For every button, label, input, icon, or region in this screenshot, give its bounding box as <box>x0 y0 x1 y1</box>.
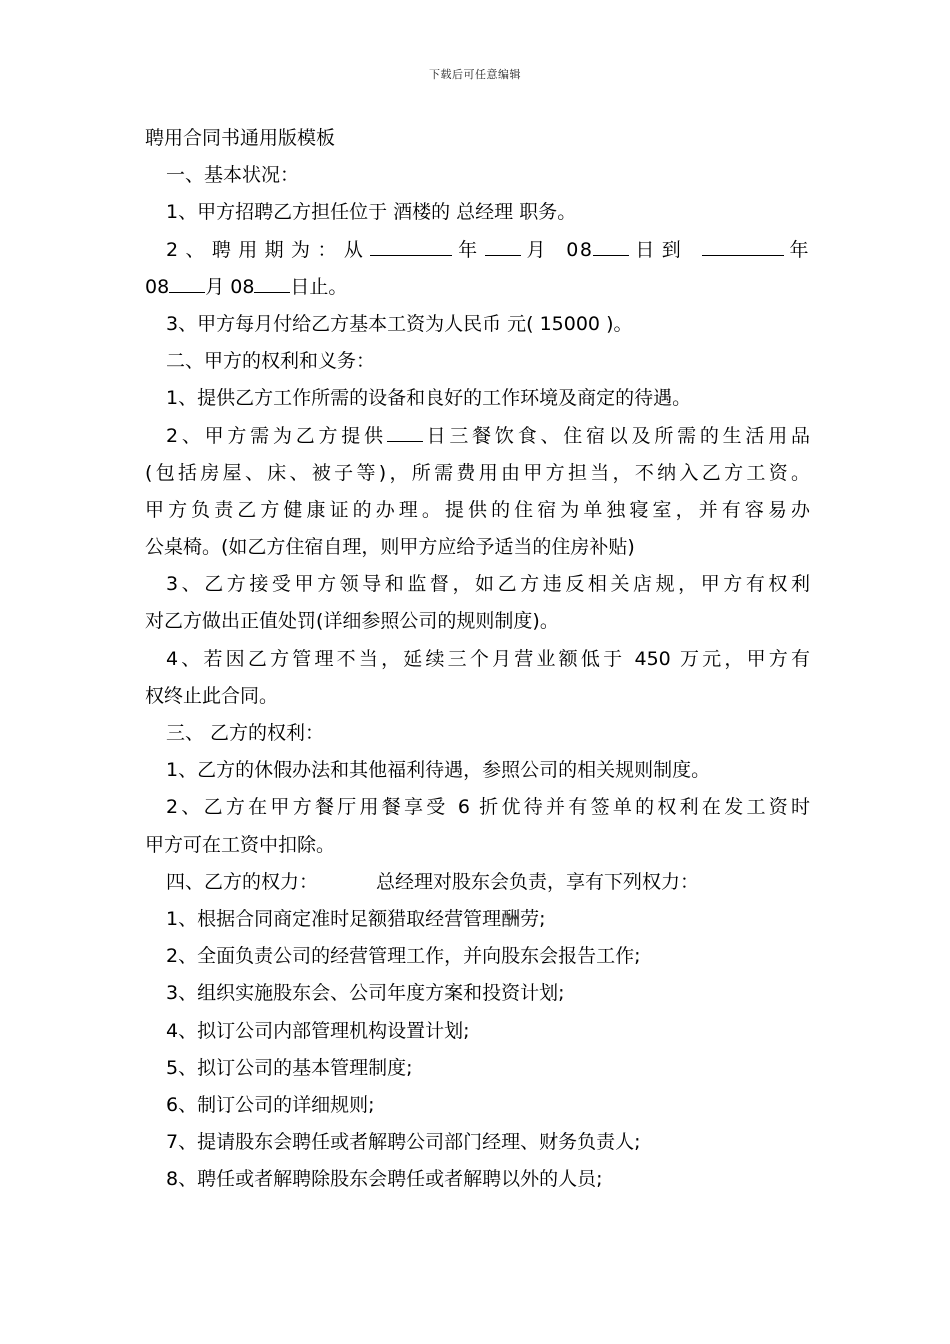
section-1-item-1: 1、甲方招聘乙方担任位于 酒楼的 总经理 职务。 <box>166 201 577 224</box>
text-span: 2、聘用期为：从 <box>166 238 371 261</box>
section-4-item: 4、拟订公司内部管理机构设置计划; <box>166 1019 470 1042</box>
blank-line <box>387 425 423 442</box>
section-4-item: 1、根据合同商定准时足额猎取经营管理酬劳; <box>166 907 546 930</box>
section-3-item-2-line-1: 2、乙方在甲方餐厅用餐享受 6 折优待并有签单的权利在发工资时 <box>166 796 810 819</box>
section-3-heading: 三、 乙方的权利： <box>166 722 325 744</box>
section-1-heading: 一、基本状况： <box>166 164 300 187</box>
text-span: 年 <box>452 238 485 261</box>
text-span: 总经理对股东会负责，享有下列权力： <box>376 870 700 893</box>
section-2-item-2-line-1 <box>145 418 810 455</box>
section-2-item-3-line-2: 对乙方做出正值处罚(详细参照公司的规则制度)。 <box>145 610 559 633</box>
section-1-item-2-line-2 <box>145 269 810 306</box>
section-4-heading <box>145 864 810 901</box>
section-2-item-2-line-2: (包括房屋、床、被子等)，所需费用由甲方担当，不纳入乙方工资。 <box>145 461 810 484</box>
section-4-item: 5、拟订公司的基本管理制度; <box>166 1056 413 1079</box>
text-span: 日到 <box>629 238 689 261</box>
text-span: 日止。 <box>290 275 348 298</box>
section-4-item: 7、提请股东会聘任或者解聘公司部门经理、财务负责人; <box>166 1131 641 1154</box>
text-span: 月 08 <box>520 238 594 261</box>
section-2-item-1: 1、提供乙方工作所需的设备和良好的工作环境及商定的待遇。 <box>166 387 692 410</box>
blank-line <box>485 239 521 256</box>
section-3-item-2-line-2: 甲方可在工资中扣除。 <box>145 833 336 856</box>
section-2-heading: 二、甲方的权利和义务： <box>166 350 376 373</box>
section-1-item-2-line-1 <box>145 232 810 269</box>
section-4-item: 2、全面负责公司的经营管理工作，并向股东会报告工作; <box>166 945 641 968</box>
section-2-item-3-line-1: 3、乙方接受甲方领导和监督，如乙方违反相关店规，甲方有权利 <box>166 573 810 596</box>
text-span: 月 08 <box>205 275 255 298</box>
header-note: 下载后可任意编辑 <box>429 68 521 81</box>
section-4-item: 3、组织实施股东会、公司年度方案和投资计划; <box>166 982 565 1005</box>
text-span: 年 <box>783 238 810 261</box>
section-3-item-1: 1、乙方的休假办法和其他福利待遇，参照公司的相关规则制度。 <box>166 759 711 782</box>
document-body <box>145 120 810 1198</box>
section-2-item-4-line-2: 权终止此合同。 <box>145 684 279 707</box>
blank-line <box>169 276 205 293</box>
section-1-item-3: 3、甲方每月付给乙方基本工资为人民币 元( 15000 )。 <box>166 312 633 335</box>
blank-line <box>370 239 452 256</box>
text-span: 08 <box>145 275 170 298</box>
section-2-item-4-line-1: 4、若因乙方管理不当，延续三个月营业额低于 450 万元，甲方有 <box>166 647 810 670</box>
text-span: 四、乙方的权力： <box>166 870 319 893</box>
section-4-item: 8、聘任或者解聘除股东会聘任或者解聘以外的人员; <box>166 1168 603 1191</box>
text-span: 日三餐饮食、住宿以及所需的生活用品 <box>422 424 810 447</box>
document-title: 聘用合同书通用版模板 <box>145 127 336 149</box>
blank-line <box>702 239 784 256</box>
section-2-item-2-line-4: 公桌椅。(如乙方住宿自理，则甲方应给予适当的住房补贴) <box>145 536 635 559</box>
section-4-item: 6、制订公司的详细规则; <box>166 1093 375 1116</box>
text-span: 2、甲方需为乙方提供 <box>166 424 387 447</box>
blank-line <box>254 276 290 293</box>
blank-line <box>593 239 629 256</box>
section-2-item-2-line-3: 甲方负责乙方健康证的办理。提供的住宿为单独寝室，并有容易办 <box>145 498 810 521</box>
